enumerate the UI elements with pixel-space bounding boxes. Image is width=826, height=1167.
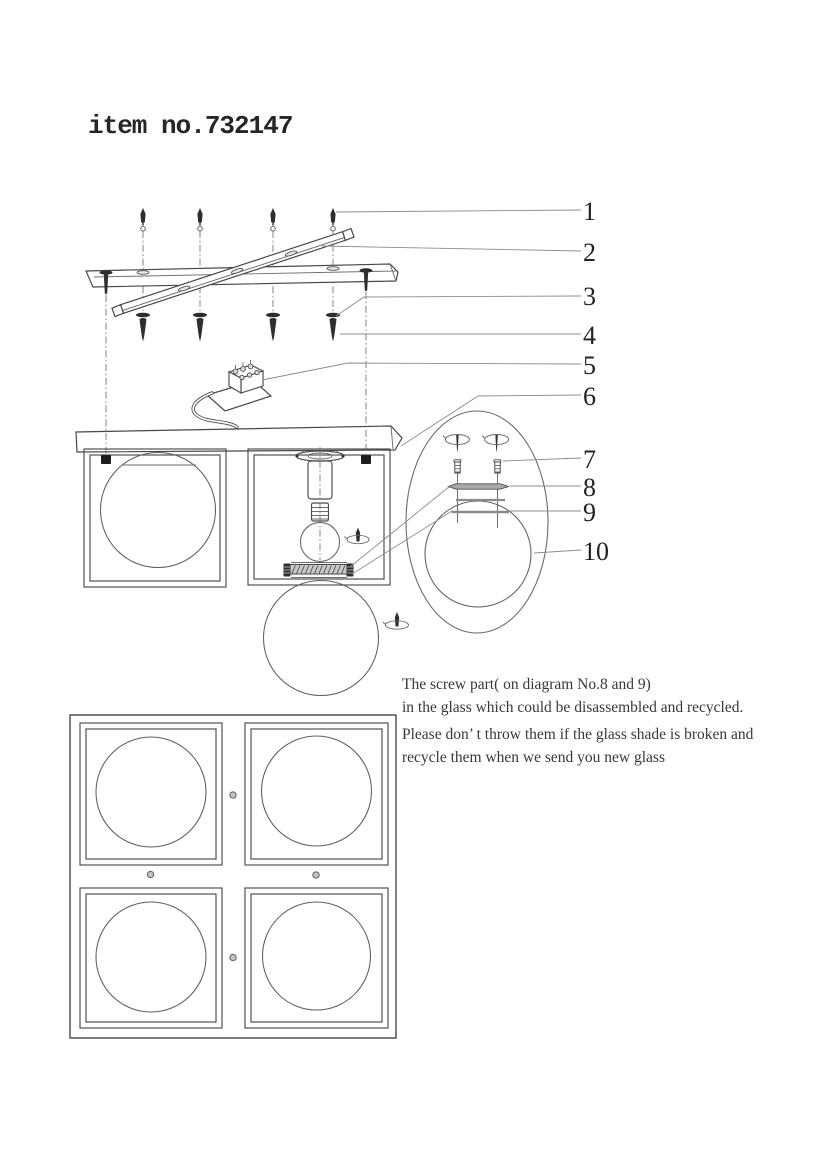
bottom-globe (96, 902, 206, 1012)
mounting-screw (269, 318, 276, 342)
glass-globe-left (101, 453, 216, 568)
anchor-plugs (140, 208, 335, 231)
part-label-3: 3 (583, 282, 596, 311)
bottom-view-outline (70, 715, 396, 1038)
washer (193, 313, 207, 318)
part-label-7: 7 (583, 445, 596, 474)
note-line-3: Please don’ t throw them if the glass shade is broken and (402, 726, 754, 743)
leader-line-1 (336, 210, 581, 212)
note-line-4: recycle them when we send you new glass (402, 748, 665, 766)
mounting-screw (329, 318, 336, 342)
bottom-frame-tl (80, 723, 222, 865)
recycle-note (402, 674, 822, 769)
glass-screw (494, 460, 501, 473)
terminal-block (193, 360, 271, 427)
part-label-9: 9 (583, 498, 596, 527)
bar-end-tab (343, 229, 354, 241)
mounting-screws (139, 318, 336, 342)
canopy (76, 426, 402, 452)
leader-line-5 (262, 363, 581, 380)
bottom-globe (262, 736, 372, 846)
frame-screw-dot (313, 872, 319, 878)
part-label-2: 2 (583, 238, 596, 267)
bottom-frame-tr (245, 723, 388, 865)
part-label-1: 1 (583, 197, 596, 226)
fixing-nut (101, 455, 111, 464)
bottom-view (70, 715, 396, 1038)
frame-left (84, 449, 226, 587)
part-labels (583, 197, 609, 566)
bottom-globe (263, 902, 371, 1010)
mounting-screw (139, 318, 146, 342)
item-number-title: item no.732147 (88, 111, 293, 141)
part-label-8: 8 (583, 473, 596, 502)
anchor-plug (197, 208, 202, 231)
part-label-4: 4 (583, 321, 596, 350)
ceiling-mount-assembly (86, 208, 398, 342)
thumb-screw-1 (345, 528, 370, 544)
collar-ring (284, 563, 354, 578)
frame-screw-dot (230, 954, 236, 960)
note-line-2: in the glass which could be disassembled and recycled. (402, 698, 744, 716)
part-label-6: 6 (583, 382, 596, 411)
bar-slot (327, 267, 339, 271)
washer (266, 313, 280, 318)
detail-collar-bar (449, 484, 509, 489)
leader-line-2 (322, 246, 581, 251)
anchor-plug (270, 208, 275, 231)
washer (136, 313, 150, 318)
glass-screw (454, 460, 461, 473)
bottom-globe (96, 737, 206, 847)
bottom-frame-bl (80, 888, 222, 1028)
glass-globe-right (264, 581, 379, 696)
washers (136, 313, 340, 318)
thumb-screw-2 (383, 612, 409, 629)
oval-outline (406, 411, 548, 633)
mounting-screw (196, 318, 203, 342)
frame-screw-dot (230, 792, 236, 798)
part-label-5: 5 (583, 351, 596, 380)
frame-screw-dots (147, 792, 319, 961)
frame-screw-dot (147, 871, 153, 877)
note-line-1: The screw part( on diagram No.8 and 9) (402, 676, 651, 693)
anchor-plug (330, 208, 335, 231)
fixing-nut (361, 455, 371, 464)
part-label-10: 10 (583, 537, 609, 566)
bottom-frame-br (245, 888, 388, 1028)
bar-slot (137, 271, 149, 275)
leader-line-3 (336, 296, 581, 316)
bar-end-tab (112, 305, 123, 317)
anchor-plug (140, 208, 145, 231)
